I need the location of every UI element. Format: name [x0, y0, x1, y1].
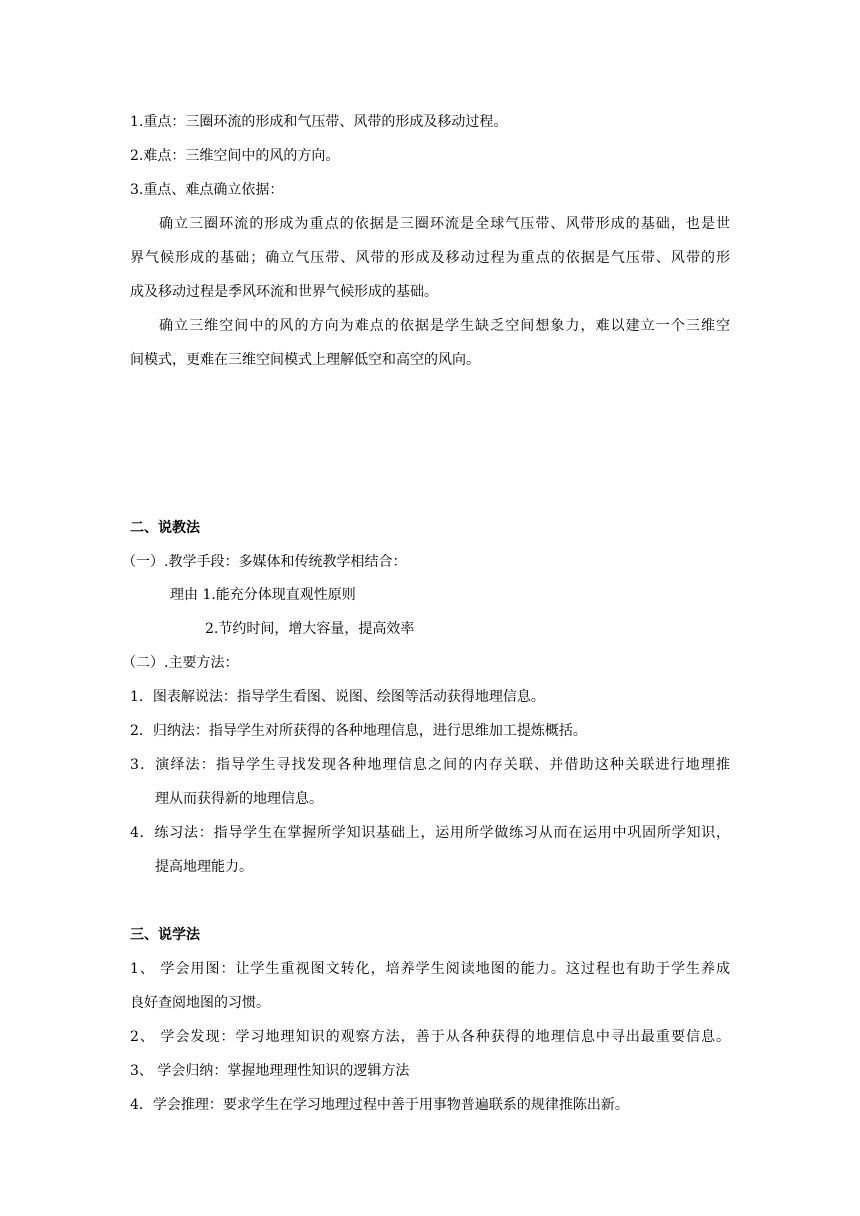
learning-item-1-line-2: 良好查阅地图的习惯。 — [130, 995, 270, 1011]
learning-item-2: 2、 学会发现：学习地理知识的观察方法，善于从各种获得的地理信息中寻出最重要信息。 — [130, 1029, 730, 1045]
teaching-means-subheading: （一）.教学手段：多媒体和传统教学相结合： — [122, 554, 407, 570]
learning-item-3: 3、 学会归纳：掌握地理理性知识的逻辑方法 — [130, 1063, 410, 1079]
learning-item-1-line-1: 1、 学会用图：让学生重视图文转化，培养学生阅读地图的能力。这过程也有助于学生养成 — [130, 961, 730, 977]
method-item-4-line-2: 提高地理能力。 — [155, 859, 253, 875]
reason-1: 理由 1.能充分体现直观性原则 — [170, 587, 356, 603]
learning-method-heading: 三、说学法 — [130, 927, 200, 943]
reason-2: 2.节约时间，增大容量，提高效率 — [205, 621, 415, 637]
basis-paragraph-1-line-1: 确立三圈环流的形成为重点的依据是三圈环流是全球气压带、风带形成的基础，也是世 — [159, 216, 730, 232]
basis-paragraph-1-line-3: 成及移动过程是季风环流和世界气候形成的基础。 — [130, 284, 438, 300]
basis-item: 3.重点、难点确立依据： — [130, 182, 284, 198]
method-item-2: 2．归纳法：指导学生对所获得的各种地理信息，进行思维加工提炼概括。 — [130, 723, 587, 739]
basis-paragraph-1-line-2: 界气候形成的基础；确立气压带、风带的形成及移动过程为重点的依据是气压带、风带的形 — [130, 250, 730, 266]
key-point-item: 1.重点：三圈环流的形成和气压带、风带的形成及移动过程。 — [130, 114, 508, 130]
method-item-3-line-1: 3．演绎法：指导学生寻找发现各种地理信息之间的内存关联、并借助这种关联进行地理推 — [130, 757, 730, 773]
method-item-1: 1．图表解说法：指导学生看图、说图、绘图等活动获得地理信息。 — [130, 689, 545, 705]
difficult-point-item: 2.难点：三维空间中的风的方向。 — [130, 148, 340, 164]
learning-item-4: 4．学会推理：要求学生在学习地理过程中善于用事物普遍联系的规律推陈出新。 — [130, 1097, 629, 1113]
main-methods-subheading: （二）.主要方法： — [122, 655, 239, 671]
method-item-3-line-2: 理从而获得新的地理信息。 — [155, 791, 323, 807]
method-item-4-line-1: 4．练习法：指导学生在掌握所学知识基础上，运用所学做练习从而在运用中巩固所学知识， — [130, 825, 730, 841]
basis-paragraph-2-line-1: 确立三维空间中的风的方向为难点的依据是学生缺乏空间想象力，难以建立一个三维空 — [159, 318, 730, 334]
basis-paragraph-2-line-2: 间模式，更难在三维空间模式上理解低空和高空的风向。 — [130, 352, 480, 368]
teaching-method-heading: 二、说教法 — [130, 520, 200, 536]
